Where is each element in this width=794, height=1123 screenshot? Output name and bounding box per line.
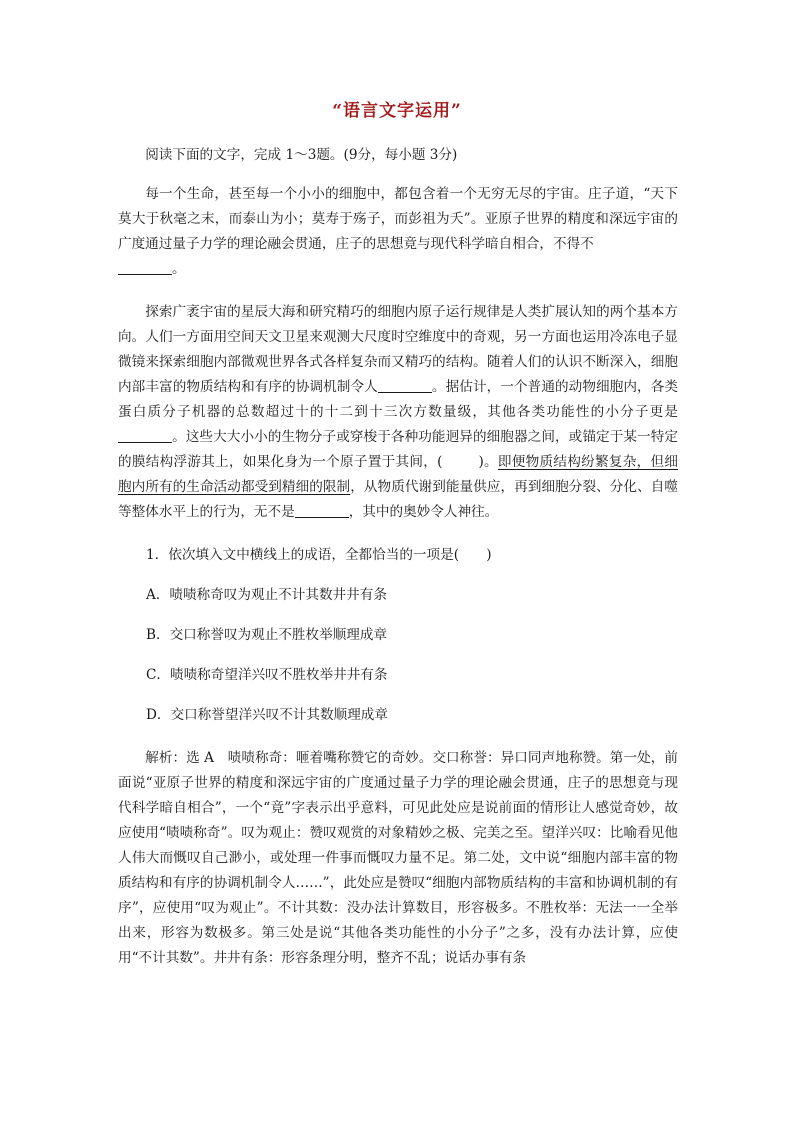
option-c: C．啧啧称奇望洋兴叹不胜枚举井井有条	[146, 667, 388, 683]
passage-text: 探索广袤宇宙的星辰大海和研究精巧的细胞内原子运行规律是人类扩展认知的两个基本方向。人们一方面用空间天文卫星来观测大尺度时空维度中的奇观，另一方面也运用冷冻电子显微镜来探索细胞内部微观世界各式各样复杂而又精巧的结构。随着人们的认识不断深入，细胞内部丰富的物质结构和有序的协调机制令人	[118, 304, 678, 395]
passage-text: ，从物质代谢到能量供应，再到细胞分裂、分化、自噬等整体水平上的行为，无不是	[118, 479, 679, 520]
passage-text: 。这些大大小小的生物分子或穿梭于各种功能迥异的细胞器之间，或锚定于某一特定的膜结构浮游其上，如果化身为一个原子置于其间，(	[118, 429, 678, 470]
passage-text: 。	[172, 261, 186, 277]
passage-text: )。	[478, 454, 498, 470]
fill-in-blank	[295, 503, 349, 518]
passage-text: 。据估计，一个普通的动物细胞内，各类蛋白质分子机器的总数超过十的十二到十三次方数量级，其他各类功能性的小分子更是	[118, 379, 679, 420]
document-title: “语言文字运用”	[332, 101, 462, 121]
passage-text: ，其中的奥妙令人神往。	[348, 504, 499, 520]
document-body	[118, 143, 678, 971]
option-d: D．交口称誉望洋兴叹不计其数顺理成章	[146, 707, 388, 723]
underlined-sentence: 即便物质结构纷繁复杂，但细胞内所有的生命活动都受到精细的限制	[118, 454, 678, 495]
passage-paragraph-1	[118, 182, 678, 282]
fill-in-blank	[118, 428, 172, 443]
option-b: B．交口称誉叹为观止不胜枚举顺理成章	[146, 627, 388, 643]
passage-text: 每一个生命，甚至每一个小小的细胞中，都包含着一个无穷无尽的宇宙。庄子道，“天下莫大于秋毫之末，而泰山为小；莫寿于殇子，而彭祖为夭”。亚原子世界的精度和深远宇宙的广度通过量子力学的理论融会贯通，庄子的思想竟与现代科学暗自相合，不得不	[118, 186, 678, 252]
passage-paragraph-2	[118, 300, 678, 525]
option-a: A．啧啧称奇叹为观止不计其数井井有条	[146, 587, 387, 603]
analysis-paragraph: 解析：选 A 啧啧称奇：咂着嘴称赞它的奇妙。交口称誉：异口同声地称赞。第一处，前面说“亚原子世界的精度和深远宇宙的广度通过量子力学的理论融会贯通，庄子的思想竟与现代科学暗自相合”，一个“竟”字表示出乎意料，可见此处应是说前面的情形让人感觉奇妙，故应使用“啧啧称奇”。叹为观止：赞叹观赏的对象精妙之极、完美之至。望洋兴叹：比喻看见他人伟大而慨叹自己渺小，或处理一件事而慨叹力量不足。第二处，文中说“细胞内部丰富的物质结构和有序的协调机制令人……”，此处应是赞叹“细胞内部物质结构的丰富和协调机制的有序”，应使用“叹为观止”。不计其数：没办法计算数目，形容极多。不胜枚举：无法一一全举出来，形容为数极多。第三处是说“其他各类功能性的小分子”之多，没有办法计算，应使用“不计其数”。井井有条：形容条理分明，整齐不乱；说话办事有条	[118, 750, 678, 966]
instruction-text: 阅读下面的文字，完成 1～3题。(9分，每小题 3分)	[145, 147, 458, 163]
question-stem: 1．依次填入文中横线上的成语，全都恰当的一项是( )	[146, 547, 492, 563]
fill-in-blank	[118, 260, 172, 275]
fill-in-blank	[378, 378, 432, 393]
